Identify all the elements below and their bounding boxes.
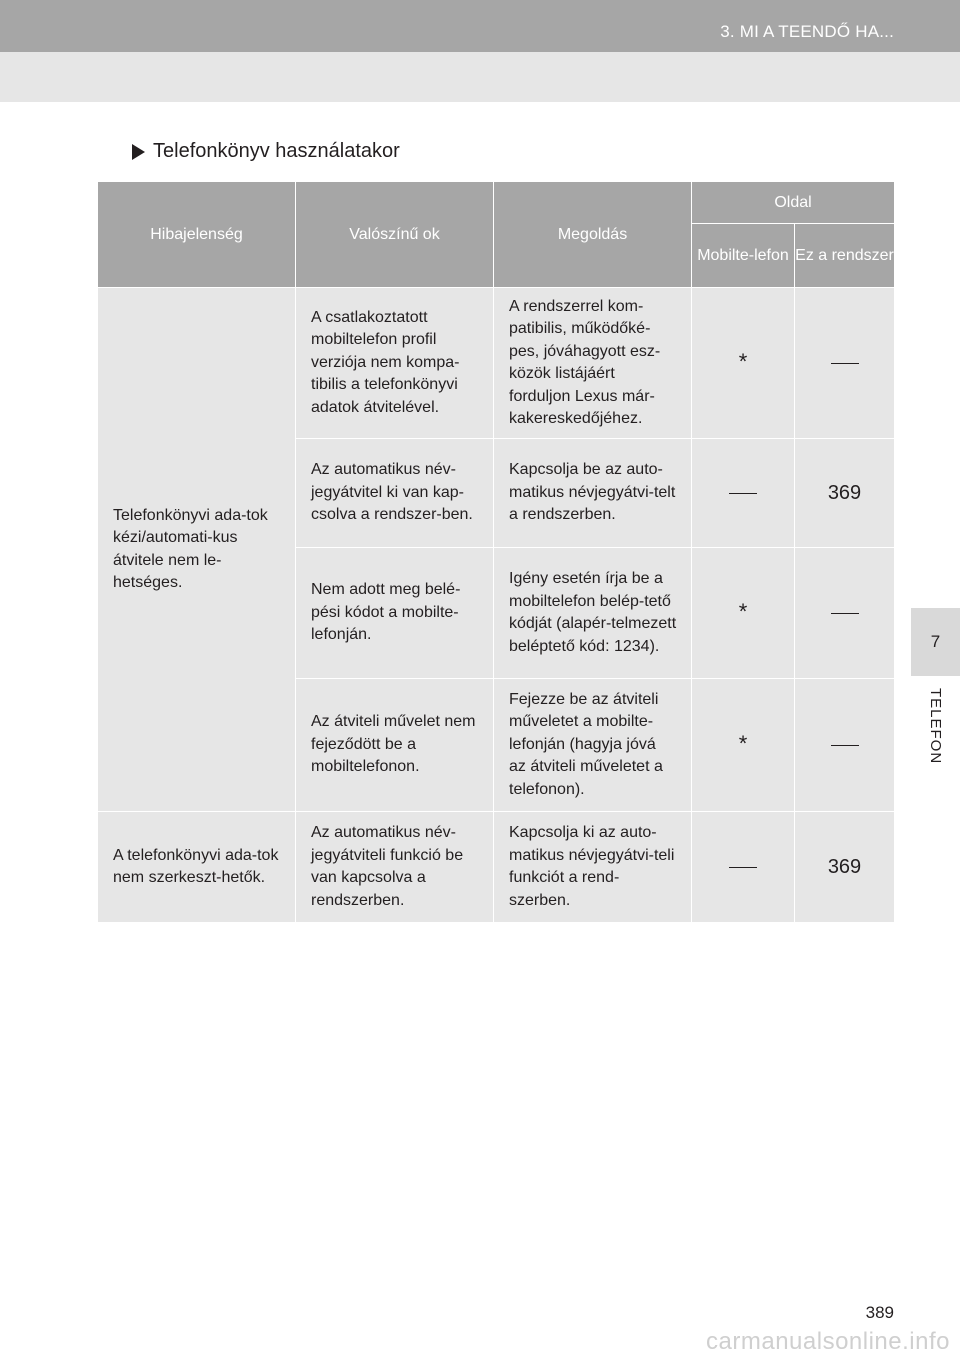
- cause-cell: Az átviteli művelet nem fejeződött be a mobiltelefonon.: [296, 679, 494, 812]
- chapter-tab-label-box: [911, 676, 960, 826]
- solution-cell: Kapcsolja ki az auto-matikus névjegyátvi-teli funkciót a rend-szerben.: [494, 812, 692, 923]
- mobile-page-cell: [692, 288, 795, 439]
- asterisk-mark: *: [738, 349, 748, 375]
- mobile-page-cell: [692, 439, 795, 548]
- header-mobile-text: Mobilte-lefon: [697, 247, 789, 264]
- table-row: [98, 288, 895, 439]
- solution-cell: Fejezze be az átviteli műveletet a mobilte-lefonján (hagyja jóvá az átviteli műveletet a telefonon).: [494, 679, 692, 812]
- troubleshooting-table: [97, 181, 895, 923]
- symptom-cell: Telefonkönyvi ada-tok kézi/automati-kus átvitele nem le-hetséges.: [98, 288, 296, 812]
- chapter-tab-number: 7: [911, 608, 960, 676]
- header-page: Oldal: [692, 182, 895, 224]
- table-row: [98, 812, 895, 923]
- header-system: [795, 224, 895, 288]
- chapter-header-bar: [0, 0, 960, 52]
- cause-cell: Nem adott meg belé-pési kódot a mobilte-lefonján.: [296, 548, 494, 679]
- chapter-title: 3. MI A TEENDŐ HA...: [720, 22, 894, 41]
- solution-cell: Igény esetén írja be a mobiltelefon belép-tető kódját (alapér-telmezett beléptető kód: 1234).: [494, 548, 692, 679]
- mobile-page-cell: [692, 679, 795, 812]
- asterisk-mark: *: [738, 599, 748, 625]
- header-cause: Valószínű ok: [296, 182, 494, 288]
- dash-mark: [729, 493, 757, 494]
- header-system-text: Ez a rendszer: [795, 247, 894, 264]
- dash-mark: [831, 613, 859, 614]
- system-page-cell: 369: [795, 812, 895, 923]
- system-page-cell: 369: [795, 439, 895, 548]
- header-symptom: Hibajelenség: [98, 182, 296, 288]
- triangle-bullet-icon: [132, 144, 145, 160]
- header-mobile: [692, 224, 795, 288]
- dash-mark: [729, 867, 757, 868]
- chapter-tab-label: TELEFON: [927, 688, 944, 765]
- dash-mark: [831, 745, 859, 746]
- dash-mark: [831, 363, 859, 364]
- system-page-cell: [795, 679, 895, 812]
- system-page-cell: [795, 548, 895, 679]
- header-solution: Megoldás: [494, 182, 692, 288]
- system-page-cell: [795, 288, 895, 439]
- solution-cell: A rendszerrel kom-patibilis, működőké-pes, jóváhagyott esz-közök listájáért forduljon Lexus már-kakereskedőjéhez.: [494, 288, 692, 439]
- cause-cell: A csatlakoztatott mobiltelefon profil verziója nem kompa-tibilis a telefonkönyvi adatok átvitelével.: [296, 288, 494, 439]
- symptom-cell: A telefonkönyvi ada-tok nem szerkeszt-hetők.: [98, 812, 296, 923]
- cause-cell: Az automatikus név-jegyátvitel ki van kap-csolva a rendszer-ben.: [296, 439, 494, 548]
- section-title: Telefonkönyv használatakor: [153, 140, 400, 162]
- cause-cell: Az automatikus név-jegyátviteli funkció be van kapcsolva a rendszerben.: [296, 812, 494, 923]
- mobile-page-cell: [692, 812, 795, 923]
- mobile-page-cell: [692, 548, 795, 679]
- watermark: carmanualsonline.info: [706, 1328, 950, 1355]
- asterisk-mark: *: [738, 731, 748, 757]
- section-heading: [132, 140, 400, 163]
- solution-cell: Kapcsolja be az auto-matikus névjegyátvi-telt a rendszerben.: [494, 439, 692, 548]
- header-sub-bar: [0, 52, 960, 102]
- page-number: 389: [865, 1303, 894, 1322]
